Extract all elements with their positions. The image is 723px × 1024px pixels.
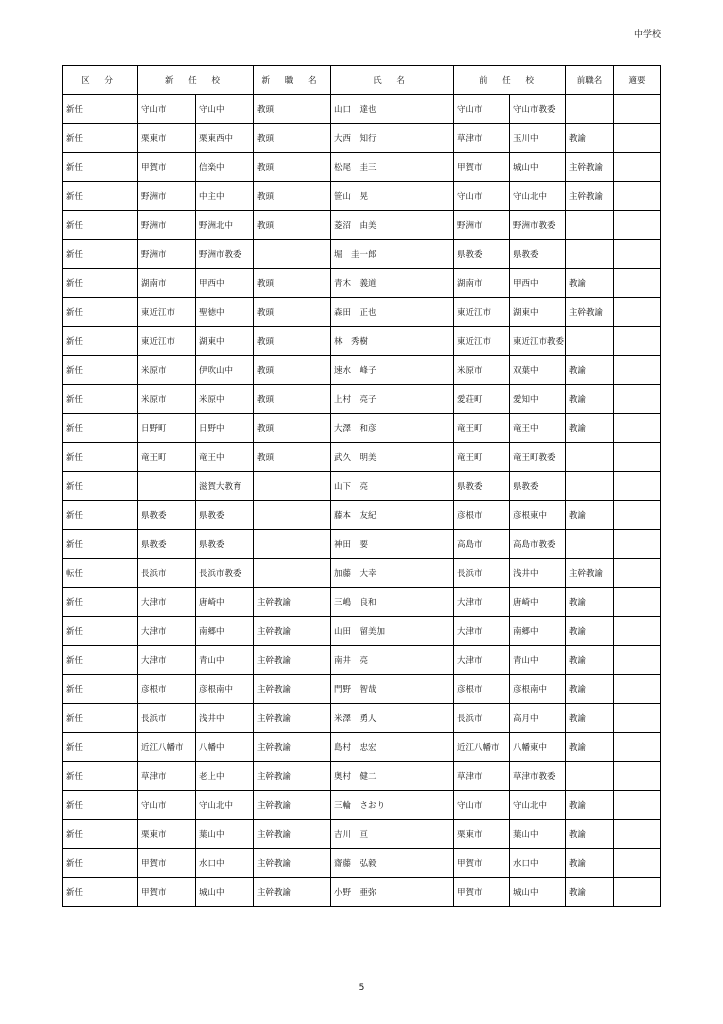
cell-new-school: 県教委	[196, 501, 254, 530]
cell-prev-school: 県教委	[510, 472, 566, 501]
cell-remarks	[614, 240, 661, 269]
cell-category: 新任	[63, 733, 138, 762]
cell-prev-city: 東近江市	[454, 327, 510, 356]
cell-prev-position: 教諭	[566, 124, 614, 153]
cell-category: 新任	[63, 472, 138, 501]
table-row	[63, 762, 661, 791]
cell-prev-school: 城山中	[510, 878, 566, 907]
cell-prev-city: 草津市	[454, 762, 510, 791]
cell-category: 新任	[63, 327, 138, 356]
cell-prev-city: 甲賀市	[454, 153, 510, 182]
table-body	[63, 95, 661, 907]
cell-new-position	[254, 240, 331, 269]
cell-new-position: 主幹教諭	[254, 820, 331, 849]
cell-name: 三嶋 良和	[331, 588, 454, 617]
cell-remarks	[614, 530, 661, 559]
cell-new-school: 野洲市教委	[196, 240, 254, 269]
cell-name: 青木 義道	[331, 269, 454, 298]
cell-new-city: 近江八幡市	[138, 733, 196, 762]
cell-prev-school: 湖東中	[510, 298, 566, 327]
cell-new-school: 城山中	[196, 878, 254, 907]
cell-new-school: 守山中	[196, 95, 254, 124]
cell-name: 門野 智哉	[331, 675, 454, 704]
cell-remarks	[614, 646, 661, 675]
cell-prev-school: 竜王町教委	[510, 443, 566, 472]
header-row	[63, 66, 661, 95]
cell-new-school: 野洲北中	[196, 211, 254, 240]
cell-new-school: 栗東西中	[196, 124, 254, 153]
cell-prev-school: 浅井中	[510, 559, 566, 588]
table-row	[63, 849, 661, 878]
cell-remarks	[614, 704, 661, 733]
cell-prev-city: 県教委	[454, 472, 510, 501]
cell-new-position: 主幹教諭	[254, 704, 331, 733]
cell-name: 米澤 勇人	[331, 704, 454, 733]
cell-new-school: 長浜市教委	[196, 559, 254, 588]
cell-prev-city: 長浜市	[454, 704, 510, 733]
cell-new-position: 教頭	[254, 124, 331, 153]
cell-prev-city: 近江八幡市	[454, 733, 510, 762]
cell-new-position	[254, 472, 331, 501]
cell-new-position	[254, 501, 331, 530]
table-row	[63, 124, 661, 153]
cell-new-school: 聖徳中	[196, 298, 254, 327]
cell-remarks	[614, 327, 661, 356]
personnel-table	[62, 65, 661, 907]
cell-prev-city: 愛荘町	[454, 385, 510, 414]
cell-new-city: 東近江市	[138, 298, 196, 327]
cell-prev-school: 愛知中	[510, 385, 566, 414]
table-row	[63, 820, 661, 849]
cell-prev-city: 大津市	[454, 617, 510, 646]
table-row	[63, 675, 661, 704]
cell-prev-school: 唐崎中	[510, 588, 566, 617]
cell-name: 松尾 圭三	[331, 153, 454, 182]
cell-new-position: 主幹教諭	[254, 878, 331, 907]
cell-category: 新任	[63, 124, 138, 153]
cell-prev-city: 高島市	[454, 530, 510, 559]
cell-prev-position: 教諭	[566, 356, 614, 385]
cell-prev-city: 彦根市	[454, 675, 510, 704]
cell-prev-school: 竜王中	[510, 414, 566, 443]
cell-prev-school: 玉川中	[510, 124, 566, 153]
cell-new-position: 主幹教諭	[254, 849, 331, 878]
cell-new-city	[138, 472, 196, 501]
cell-new-school: 浅井中	[196, 704, 254, 733]
cell-prev-school: 守山北中	[510, 791, 566, 820]
cell-prev-position: 主幹教諭	[566, 559, 614, 588]
cell-prev-city: 甲賀市	[454, 849, 510, 878]
table-row	[63, 646, 661, 675]
cell-name: 上村 亮子	[331, 385, 454, 414]
cell-name: 三輪 さおり	[331, 791, 454, 820]
cell-prev-city: 米原市	[454, 356, 510, 385]
cell-prev-school: 野洲市教委	[510, 211, 566, 240]
cell-category: 新任	[63, 443, 138, 472]
cell-name: 大西 知行	[331, 124, 454, 153]
table-row	[63, 559, 661, 588]
cell-prev-position: 教諭	[566, 849, 614, 878]
cell-new-city: 甲賀市	[138, 878, 196, 907]
cell-new-school: 県教委	[196, 530, 254, 559]
cell-remarks	[614, 124, 661, 153]
cell-category: 新任	[63, 878, 138, 907]
cell-prev-city: 竜王町	[454, 443, 510, 472]
cell-category: 新任	[63, 820, 138, 849]
cell-prev-school: 甲西中	[510, 269, 566, 298]
cell-category: 新任	[63, 588, 138, 617]
cell-prev-city: 長浜市	[454, 559, 510, 588]
page-number: 5	[358, 983, 365, 993]
cell-new-school: 守山北中	[196, 791, 254, 820]
cell-new-position: 教頭	[254, 182, 331, 211]
cell-category: 新任	[63, 182, 138, 211]
cell-category: 新任	[63, 762, 138, 791]
cell-prev-city: 彦根市	[454, 501, 510, 530]
cell-name: 森田 正也	[331, 298, 454, 327]
cell-remarks	[614, 414, 661, 443]
cell-prev-position: 教諭	[566, 704, 614, 733]
cell-new-position: 教頭	[254, 385, 331, 414]
cell-new-position: 教頭	[254, 414, 331, 443]
cell-prev-school: 高月中	[510, 704, 566, 733]
cell-new-school: 伊吹山中	[196, 356, 254, 385]
cell-name: 加藤 大幸	[331, 559, 454, 588]
col-header-remarks: 適要	[614, 66, 661, 95]
cell-prev-school: 彦根東中	[510, 501, 566, 530]
table-row	[63, 530, 661, 559]
cell-prev-school: 彦根南中	[510, 675, 566, 704]
cell-new-position: 主幹教諭	[254, 675, 331, 704]
cell-new-school: 中主中	[196, 182, 254, 211]
table-row	[63, 211, 661, 240]
cell-new-city: 日野町	[138, 414, 196, 443]
cell-new-position: 主幹教諭	[254, 791, 331, 820]
cell-new-city: 甲賀市	[138, 153, 196, 182]
cell-new-city: 野洲市	[138, 240, 196, 269]
cell-new-school: 米原中	[196, 385, 254, 414]
cell-new-school: 竜王中	[196, 443, 254, 472]
cell-prev-position: 教諭	[566, 733, 614, 762]
cell-new-position: 教頭	[254, 356, 331, 385]
cell-name: 林 秀樹	[331, 327, 454, 356]
cell-new-city: 栗東市	[138, 820, 196, 849]
table-row	[63, 878, 661, 907]
cell-prev-school: 南郷中	[510, 617, 566, 646]
cell-remarks	[614, 472, 661, 501]
cell-remarks	[614, 385, 661, 414]
table-row	[63, 327, 661, 356]
table-row	[63, 298, 661, 327]
cell-new-position: 教頭	[254, 269, 331, 298]
cell-new-city: 湖南市	[138, 269, 196, 298]
cell-new-city: 彦根市	[138, 675, 196, 704]
cell-remarks	[614, 878, 661, 907]
cell-prev-city: 守山市	[454, 95, 510, 124]
cell-prev-school: 城山中	[510, 153, 566, 182]
cell-prev-city: 守山市	[454, 182, 510, 211]
cell-category: 新任	[63, 675, 138, 704]
cell-new-position: 主幹教諭	[254, 733, 331, 762]
table-row	[63, 95, 661, 124]
cell-name: 大澤 和彦	[331, 414, 454, 443]
table-row	[63, 472, 661, 501]
cell-name: 笹山 晃	[331, 182, 454, 211]
cell-new-position: 教頭	[254, 153, 331, 182]
cell-prev-city: 東近江市	[454, 298, 510, 327]
cell-category: 新任	[63, 269, 138, 298]
cell-name: 齋藤 弘毅	[331, 849, 454, 878]
cell-prev-position: 教諭	[566, 501, 614, 530]
cell-new-city: 長浜市	[138, 704, 196, 733]
cell-prev-school: 八幡東中	[510, 733, 566, 762]
cell-prev-position: 教諭	[566, 588, 614, 617]
cell-new-city: 守山市	[138, 791, 196, 820]
cell-category: 新任	[63, 153, 138, 182]
cell-remarks	[614, 269, 661, 298]
cell-new-school: 滋賀大教育	[196, 472, 254, 501]
cell-new-position: 教頭	[254, 211, 331, 240]
cell-prev-position: 教諭	[566, 269, 614, 298]
cell-prev-city: 甲賀市	[454, 878, 510, 907]
table-row	[63, 443, 661, 472]
cell-prev-position	[566, 530, 614, 559]
cell-prev-school: 東近江市教委	[510, 327, 566, 356]
cell-category: 転任	[63, 559, 138, 588]
cell-category: 新任	[63, 791, 138, 820]
cell-new-city: 大津市	[138, 646, 196, 675]
cell-prev-school: 県教委	[510, 240, 566, 269]
cell-category: 新任	[63, 95, 138, 124]
cell-name: 藤本 友紀	[331, 501, 454, 530]
cell-category: 新任	[63, 211, 138, 240]
cell-prev-position	[566, 211, 614, 240]
cell-category: 新任	[63, 530, 138, 559]
table-row	[63, 617, 661, 646]
cell-new-city: 長浜市	[138, 559, 196, 588]
cell-remarks	[614, 588, 661, 617]
cell-prev-city: 湖南市	[454, 269, 510, 298]
table-row	[63, 385, 661, 414]
cell-prev-position: 教諭	[566, 820, 614, 849]
cell-name: 神田 要	[331, 530, 454, 559]
cell-category: 新任	[63, 240, 138, 269]
school-type-label: 中学校	[633, 30, 661, 40]
cell-remarks	[614, 617, 661, 646]
cell-prev-city: 竜王町	[454, 414, 510, 443]
table-row	[63, 182, 661, 211]
table-row	[63, 791, 661, 820]
cell-prev-position	[566, 762, 614, 791]
cell-name: 奥村 健二	[331, 762, 454, 791]
cell-prev-position: 主幹教諭	[566, 298, 614, 327]
cell-name: 南井 亮	[331, 646, 454, 675]
cell-name: 堀 圭一郎	[331, 240, 454, 269]
cell-new-city: 米原市	[138, 356, 196, 385]
table-row	[63, 414, 661, 443]
cell-prev-city: 草津市	[454, 124, 510, 153]
cell-category: 新任	[63, 617, 138, 646]
cell-new-city: 栗東市	[138, 124, 196, 153]
cell-category: 新任	[63, 385, 138, 414]
cell-prev-position: 教諭	[566, 791, 614, 820]
table-row	[63, 501, 661, 530]
cell-prev-city: 大津市	[454, 588, 510, 617]
col-header-new-position: 新 職 名	[254, 66, 331, 95]
cell-prev-position	[566, 95, 614, 124]
table-row	[63, 733, 661, 762]
cell-new-city: 草津市	[138, 762, 196, 791]
cell-new-position: 教頭	[254, 95, 331, 124]
col-header-new-school: 新 任 校	[138, 66, 254, 95]
cell-new-position	[254, 559, 331, 588]
cell-new-city: 野洲市	[138, 182, 196, 211]
table-row	[63, 356, 661, 385]
cell-new-position	[254, 530, 331, 559]
cell-prev-school: 双葉中	[510, 356, 566, 385]
cell-prev-position	[566, 327, 614, 356]
cell-new-city: 守山市	[138, 95, 196, 124]
cell-new-school: 老上中	[196, 762, 254, 791]
cell-prev-school: 葉山中	[510, 820, 566, 849]
cell-new-school: 日野中	[196, 414, 254, 443]
cell-new-position: 主幹教諭	[254, 646, 331, 675]
cell-new-position: 教頭	[254, 327, 331, 356]
cell-new-school: 青山中	[196, 646, 254, 675]
cell-name: 吉川 亘	[331, 820, 454, 849]
cell-new-position: 主幹教諭	[254, 617, 331, 646]
cell-prev-position: 主幹教諭	[566, 182, 614, 211]
cell-name: 速水 峰子	[331, 356, 454, 385]
cell-name: 菱沼 由美	[331, 211, 454, 240]
cell-prev-school: 草津市教委	[510, 762, 566, 791]
cell-name: 島村 忠宏	[331, 733, 454, 762]
cell-new-city: 甲賀市	[138, 849, 196, 878]
table-row	[63, 704, 661, 733]
cell-prev-school: 高島市教委	[510, 530, 566, 559]
cell-prev-school: 守山北中	[510, 182, 566, 211]
table-row	[63, 240, 661, 269]
cell-new-school: 南郷中	[196, 617, 254, 646]
cell-new-city: 東近江市	[138, 327, 196, 356]
cell-remarks	[614, 153, 661, 182]
cell-category: 新任	[63, 646, 138, 675]
cell-new-school: 葉山中	[196, 820, 254, 849]
col-header-category: 区 分	[63, 66, 138, 95]
cell-category: 新任	[63, 356, 138, 385]
cell-prev-position	[566, 240, 614, 269]
cell-prev-position	[566, 472, 614, 501]
cell-prev-position	[566, 443, 614, 472]
cell-category: 新任	[63, 414, 138, 443]
cell-remarks	[614, 762, 661, 791]
cell-new-city: 県教委	[138, 530, 196, 559]
col-header-previous-school: 前 任 校	[454, 66, 566, 95]
cell-new-school: 湖東中	[196, 327, 254, 356]
cell-new-city: 県教委	[138, 501, 196, 530]
cell-prev-position: 主幹教諭	[566, 153, 614, 182]
cell-prev-position: 教諭	[566, 617, 614, 646]
cell-prev-school: 水口中	[510, 849, 566, 878]
cell-remarks	[614, 559, 661, 588]
cell-new-school: 彦根南中	[196, 675, 254, 704]
cell-remarks	[614, 675, 661, 704]
cell-new-city: 竜王町	[138, 443, 196, 472]
cell-new-city: 米原市	[138, 385, 196, 414]
cell-name: 山田 留美加	[331, 617, 454, 646]
cell-remarks	[614, 849, 661, 878]
cell-remarks	[614, 501, 661, 530]
cell-new-position: 教頭	[254, 443, 331, 472]
cell-new-school: 水口中	[196, 849, 254, 878]
cell-prev-city: 栗東市	[454, 820, 510, 849]
cell-remarks	[614, 733, 661, 762]
cell-new-position: 主幹教諭	[254, 762, 331, 791]
cell-name: 山口 達也	[331, 95, 454, 124]
cell-new-school: 信楽中	[196, 153, 254, 182]
cell-remarks	[614, 95, 661, 124]
col-header-previous-position: 前職名	[566, 66, 614, 95]
cell-prev-city: 大津市	[454, 646, 510, 675]
cell-remarks	[614, 443, 661, 472]
table-row	[63, 153, 661, 182]
cell-prev-city: 野洲市	[454, 211, 510, 240]
cell-new-city: 大津市	[138, 617, 196, 646]
cell-category: 新任	[63, 298, 138, 327]
cell-prev-position: 教諭	[566, 646, 614, 675]
cell-remarks	[614, 820, 661, 849]
cell-name: 小野 亜弥	[331, 878, 454, 907]
cell-new-position: 教頭	[254, 298, 331, 327]
cell-name: 山下 亮	[331, 472, 454, 501]
cell-new-school: 甲西中	[196, 269, 254, 298]
cell-category: 新任	[63, 501, 138, 530]
cell-new-school: 唐崎中	[196, 588, 254, 617]
cell-prev-position: 教諭	[566, 414, 614, 443]
cell-prev-position: 教諭	[566, 878, 614, 907]
cell-prev-position: 教諭	[566, 675, 614, 704]
cell-new-position: 主幹教諭	[254, 588, 331, 617]
cell-remarks	[614, 211, 661, 240]
cell-prev-city: 守山市	[454, 791, 510, 820]
cell-category: 新任	[63, 704, 138, 733]
cell-prev-city: 県教委	[454, 240, 510, 269]
cell-category: 新任	[63, 849, 138, 878]
cell-prev-school: 青山中	[510, 646, 566, 675]
table-row	[63, 269, 661, 298]
cell-new-city: 野洲市	[138, 211, 196, 240]
cell-remarks	[614, 298, 661, 327]
cell-prev-position: 教諭	[566, 385, 614, 414]
cell-prev-school: 守山市教委	[510, 95, 566, 124]
table-row	[63, 588, 661, 617]
cell-new-school: 八幡中	[196, 733, 254, 762]
cell-new-city: 大津市	[138, 588, 196, 617]
cell-remarks	[614, 356, 661, 385]
col-header-name: 氏 名	[331, 66, 454, 95]
cell-remarks	[614, 791, 661, 820]
cell-name: 武久 明美	[331, 443, 454, 472]
cell-remarks	[614, 182, 661, 211]
